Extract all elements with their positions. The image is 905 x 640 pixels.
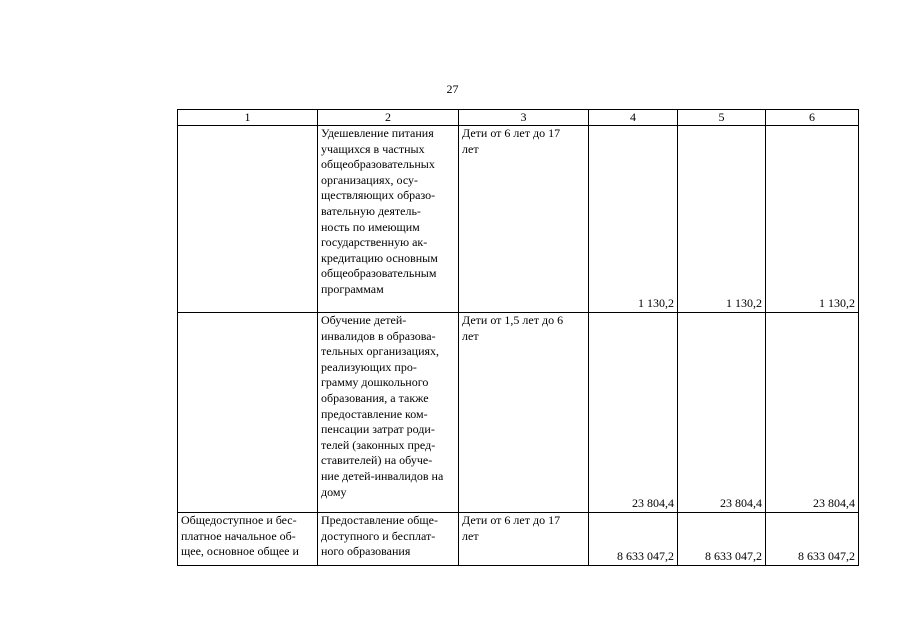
table-cell-service-name: Обучение детей- инвалидов в образова- тельных организациях, реализующих про- грамму дошкольного образования, а также предоставление ком- пенсации затрат роди- телей (законных пред- ставителей) на обуче- ние детей-инвалидов на дому: [318, 313, 459, 513]
table-cell-service-category: [178, 126, 318, 313]
table-cell-recipients: Дети от 6 лет до 17 лет: [459, 513, 589, 566]
column-header: 5: [678, 110, 766, 126]
table-cell-value-year-1: 8 633 047,2: [589, 513, 678, 566]
table-cell-recipients: Дети от 6 лет до 17 лет: [459, 126, 589, 313]
column-header: 1: [178, 110, 318, 126]
column-header: 4: [589, 110, 678, 126]
page-number: 27: [446, 82, 459, 96]
data-table: [177, 109, 859, 566]
column-header: 2: [318, 110, 459, 126]
table-cell-service-name: Предоставление обще- доступного и бесплат- ного образования: [318, 513, 459, 566]
table-cell-service-name: Удешевление питания учащихся в частных общеобразовательных организациях, осу- ществляющих образо- вательную деятель- ность по имеющим государственную ак- кредитацию основным общеобразовательным программам: [318, 126, 459, 313]
table-header-row: [178, 110, 859, 126]
table-cell-service-category: Общедоступное и бес- платное начальное об- щее, основное общее и: [178, 513, 318, 566]
table-cell-value-year-1: 23 804,4: [589, 313, 678, 513]
table-cell-value-year-3: 8 633 047,2: [766, 513, 859, 566]
table-cell-service-category: [178, 313, 318, 513]
column-header: 6: [766, 110, 859, 126]
table-cell-value-year-2: 8 633 047,2: [678, 513, 766, 566]
column-header: 3: [459, 110, 589, 126]
table-row: [178, 126, 859, 313]
table-cell-value-year-2: 1 130,2: [678, 126, 766, 313]
table-cell-recipients: Дети от 1,5 лет до 6 лет: [459, 313, 589, 513]
table-cell-value-year-3: 1 130,2: [766, 126, 859, 313]
table-cell-value-year-2: 23 804,4: [678, 313, 766, 513]
table-row: [178, 313, 859, 513]
table-row: [178, 513, 859, 566]
table-cell-value-year-1: 1 130,2: [589, 126, 678, 313]
table-cell-value-year-3: 23 804,4: [766, 313, 859, 513]
